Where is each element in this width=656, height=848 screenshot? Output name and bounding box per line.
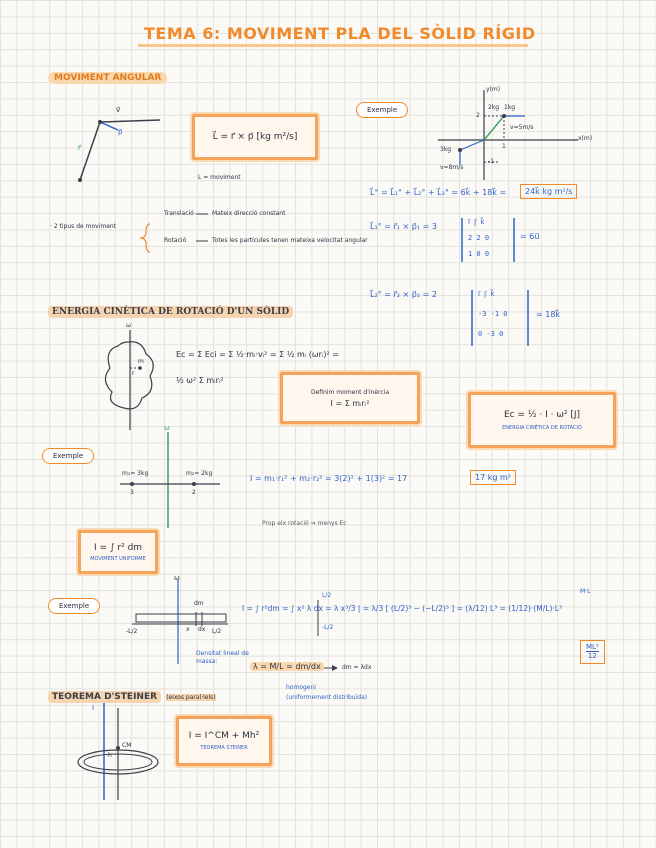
ex1-det1-row1: 2 2 0: [468, 234, 490, 242]
inertia-box-line2: I = Σ mᵢrᵢ²: [330, 398, 370, 408]
steiner-fig-cm: CM: [122, 742, 132, 749]
ex3-homogeni: homogeni: [286, 684, 316, 691]
ex1-tick-2: 2: [476, 112, 480, 119]
ex1-det2-row1: -3 -1 0: [478, 310, 508, 318]
integral-caption: MOVIMENT UNIFORME: [90, 555, 146, 562]
steiner-heading-note: (eixos paral·lels): [166, 694, 216, 701]
rotational-ke-box: [468, 392, 616, 448]
ex1-v-down: v=8m/s: [440, 164, 464, 171]
fig-r-label: r⃗: [78, 144, 81, 152]
section-heading-moviment-angular: MOVIMENT ANGULAR: [48, 72, 167, 84]
ex1-ylabel: y(m): [486, 86, 501, 93]
ex1-L1-eq: L⃗₁° = r⃗₁ × p⃗₁ = 3: [370, 222, 437, 231]
ex3-dm: dm: [194, 600, 204, 607]
ex3-x: x: [186, 626, 190, 633]
ex2-w: ω: [164, 424, 170, 432]
types-label: · 2 tipus de moviment: [50, 223, 117, 230]
fig-v-label: v⃗: [116, 106, 121, 114]
ex3-density-label: Densitat lineal de massa:: [196, 650, 249, 665]
ex1-tick-1: 1: [502, 143, 506, 150]
steiner-heading-text: TEOREMA D'STEINER: [48, 691, 161, 703]
ex1-L1-result: = 6u⃗: [520, 232, 540, 241]
ex2-note: Prop eix rotació ⇒ menys Ec: [262, 520, 347, 527]
ex3-left-end: -L/2: [126, 628, 138, 635]
steiner-caption: TEOREMA STEINER: [200, 745, 248, 751]
example-pill-2: Exemple: [42, 448, 94, 464]
fig-p-label: p⃗: [118, 128, 123, 136]
ex3-right-end: L/2: [212, 628, 222, 635]
energia-fig-m: m: [138, 358, 144, 365]
steiner-fig-h: h: [108, 752, 112, 759]
ex2-d2: 2: [192, 489, 196, 496]
energia-eq-line1: Ec = Σ Eci = Σ ½·mᵢ·vᵢ² = Σ ½ mᵢ (ωrᵢ)² =: [176, 350, 339, 359]
steiner-fig-i: I: [92, 704, 95, 712]
inertia-box-line1: Definim moment d'inèrcia: [310, 388, 390, 396]
example-pill-1: Exemple: [356, 102, 408, 118]
type-translacio: Translació: [164, 210, 194, 217]
ex3-eq: I = ∫ r²dm = ∫ x² λ dx = λ x³/3 | = λ/3 [ (L/2)³ − (−L/2)³ ] = (λ/12) L³ = (1/12)·(M/L)·L³: [242, 604, 562, 613]
ex2-m2: m₂= 2kg: [186, 470, 213, 477]
ex3-homogeni-note: (uniformement distribuïda): [286, 694, 368, 701]
steiner-heading: [48, 684, 216, 703]
energia-fig-r: r: [132, 370, 135, 377]
type-rotacio-desc: Totes les partícules tenen mateixa velocitat angular: [212, 237, 368, 244]
section-heading-energia: ENERGIA CINÈTICA DE ROTACIÓ D'UN SÒLID: [48, 306, 293, 318]
example-pill-3: Exemple: [48, 598, 100, 614]
integral-formula: I = ∫ r² dm: [93, 542, 143, 553]
ex1-v-right: v=5m/s: [510, 124, 534, 131]
ex1-L2-eq: L⃗₂° = r⃗₂ × p⃗₂ = 2: [370, 290, 437, 299]
ex2-d1: 3: [130, 489, 134, 496]
type-rotacio: Rotació: [164, 237, 187, 244]
angular-momentum-formula: L⃗ = r⃗ × p⃗ [kg m²/s]: [212, 132, 298, 142]
ex3-density-eq-text: λ = M/L = dm/dx: [250, 662, 324, 671]
ex1-mass-top: 2kg: [488, 104, 500, 111]
steiner-box: [176, 716, 272, 766]
ex3-w: ω: [174, 574, 180, 582]
ex1-tick-neg1: -1: [488, 158, 494, 165]
ex1-mass-left: 3kg: [440, 146, 452, 153]
ex3-arrow-eq: dm = λdx: [342, 664, 372, 671]
ex3-result-top: ML²: [586, 643, 599, 651]
ex3-lim-top: L/2: [322, 592, 332, 599]
integral-box: [78, 530, 158, 574]
ex3-annot: M·L: [580, 588, 591, 595]
page-title: TEMA 6: MOVIMENT PLA DEL SÒLID RÍGID: [144, 24, 536, 43]
ex1-total-result: 24k⃗ kg m²/s: [520, 184, 577, 199]
ex1-det1-row0: i⃗ j⃗ k⃗: [468, 218, 485, 226]
rotational-ke-caption: ENERGIA CINÈTICA DE ROTACIÓ: [502, 424, 582, 431]
ex3-dx: dx: [198, 626, 206, 633]
steiner-formula: I = I^CM + Mh²: [188, 731, 260, 741]
ex1-L2-result: = 18k⃗: [536, 310, 561, 319]
rotational-ke-formula: Ec = ½ · I · ω² [J]: [503, 409, 581, 420]
ex2-eq: I = m₁·r₁² + m₂·r₂² = 3(2)² + 1(3)² = 17: [250, 474, 408, 483]
ex1-mass-bottom: 1kg: [504, 104, 516, 111]
ex3-density-eq: [250, 662, 324, 671]
angular-momentum-formula-box: [192, 114, 318, 160]
ex1-det2-row2: 0 -3 0: [478, 330, 504, 338]
energia-fig-w: ω: [126, 322, 132, 329]
ex1-det1-row2: 1 0 0: [468, 250, 490, 258]
ex3-result-bottom: 12: [587, 652, 597, 661]
ex1-total-eq: L⃗° = L⃗₁° + L⃗₂° + L⃗₃° = 6k⃗ + 18k⃗ =: [370, 188, 507, 197]
ex1-xlabel: x(m): [578, 135, 593, 142]
ex1-det2-row0: i⃗ j⃗ k⃗: [478, 290, 495, 298]
ex3-result: [580, 640, 605, 664]
inertia-definition-box: [280, 372, 420, 424]
ex3-lim-bottom: -L/2: [322, 624, 334, 631]
angular-momentum-caption: L = moviment: [198, 174, 241, 181]
ex2-result: 17 kg m²: [470, 470, 516, 485]
type-translacio-desc: Mateix direcció constant: [212, 210, 286, 217]
energia-eq-line2: ½ ω² Σ mᵢrᵢ²: [176, 376, 224, 385]
ex2-m1: m₁= 3kg: [122, 470, 149, 477]
